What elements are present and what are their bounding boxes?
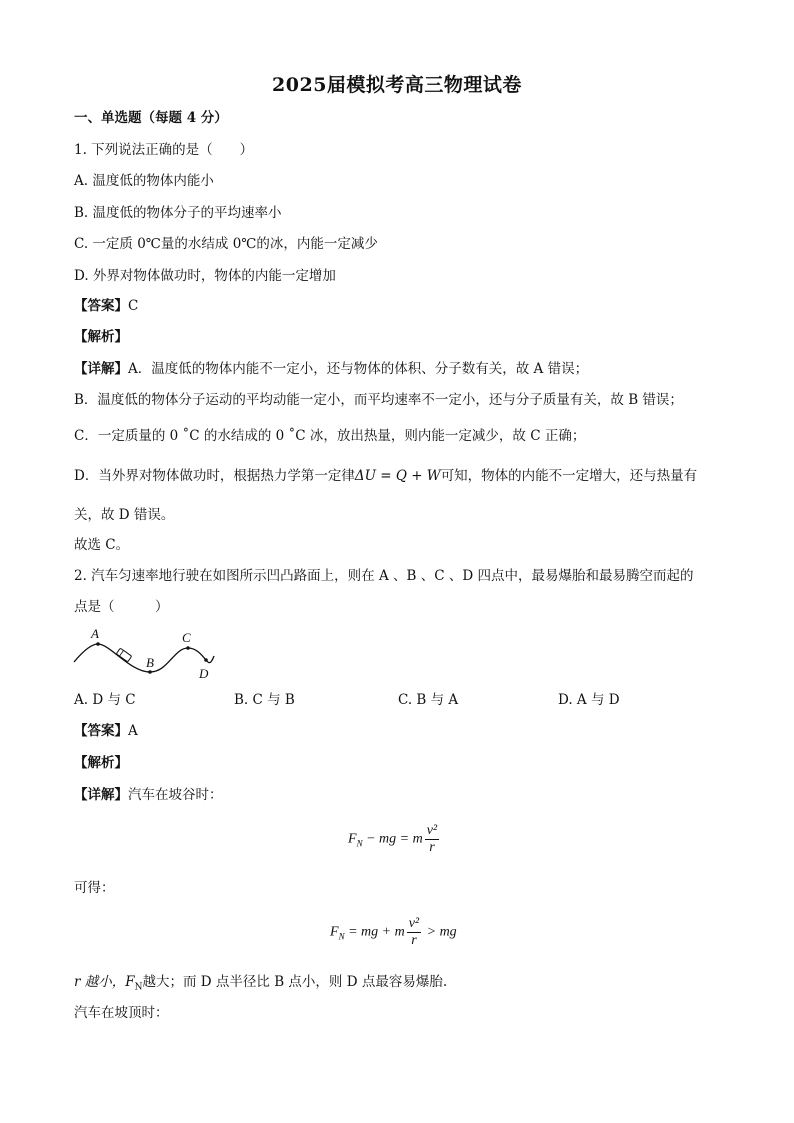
road-curve (74, 644, 214, 672)
q2-stem-line2: 点是（ ） (74, 599, 169, 615)
detail-tag: 【详解】 (74, 361, 128, 377)
eq2-sub: N (338, 931, 345, 942)
label-a: A (91, 626, 99, 641)
eq1-sub: N (356, 838, 363, 849)
eq1-num: v² (426, 823, 438, 838)
eq1-mid: − mg = m (362, 831, 423, 847)
q1-option-d: D. 外界对物体做功时，物体的内能一定增加 (74, 268, 336, 284)
q2-radius-line (74, 972, 447, 998)
answer-tag: 【答案】 (74, 298, 128, 314)
q1-option-b: B. 温度低的物体分子的平均速率小 (74, 205, 282, 221)
eq1-den: r (429, 840, 435, 855)
eq2-den: r (411, 933, 417, 948)
equation-normal-force (330, 916, 457, 949)
road-figure (70, 624, 220, 682)
q1-conclusion: 故选 C。 (74, 537, 130, 553)
q2-analysis-tag: 【解析】 (74, 755, 128, 771)
q1-detail-d (74, 466, 697, 486)
answer-value: C (128, 298, 139, 314)
radius-rest: 越大；而 D 点半径比 B 点小，则 D 点最容易爆胎. (142, 974, 448, 990)
eq2-tail: > mg (423, 924, 457, 940)
q1-detail-a (74, 359, 588, 379)
q2-option-a: A. D 与 C (74, 692, 136, 708)
first-law-formula: ΔU = Q + W (354, 468, 441, 484)
q1-detail-b: B．温度低的物体分子运动的平均动能一定小，而平均速率不一定小，还与分子质量有关，故 B 错误； (74, 392, 683, 408)
q1-detail-d-cont: 关，故 D 错误。 (74, 507, 175, 523)
q2-option-c: C. B 与 A (398, 692, 459, 708)
q2-option-b: B. C 与 B (234, 692, 295, 708)
label-c: C (182, 630, 191, 645)
eq2-fraction (407, 916, 421, 949)
q1-detail-c: C．一定质量的 0 ˚C 的水结成的 0 ˚C 冰，放出热量，则内能一定减少，故 C 正确； (74, 428, 586, 444)
eq2-f: F (330, 924, 339, 940)
detail-intro-text: 汽车在坡谷时： (128, 787, 223, 803)
q1-stem: 1. 下列说法正确的是（ ） (74, 142, 254, 158)
section-heading: 一、单选题（每题 4 分） (74, 110, 228, 126)
q1-answer (74, 296, 138, 316)
q2-answer (74, 721, 138, 741)
point-b-dot (148, 670, 152, 674)
detail-d-pre: D．当外界对物体做功时，根据热力学第一定律 (74, 468, 355, 484)
q2-detail-intro (74, 785, 223, 805)
point-c-dot (186, 646, 190, 650)
eq1-fraction (425, 823, 439, 856)
point-a-dot (96, 642, 100, 646)
q1-option-c: C. 一定质 0℃量的水结成 0℃的冰，内能一定减少 (74, 236, 378, 252)
q2-stem-line1: 2. 汽车匀速率地行驶在如图所示凹凸路面上，则在 A 、B 、C 、D 四点中，最易爆胎和最易腾空而起的 (74, 568, 694, 584)
eq2-num: v² (408, 916, 420, 931)
car-icon (116, 648, 131, 662)
radius-pre: r 越小，F (74, 974, 135, 990)
detail-d-post: 可知，物体的内能不一定增大，还与热量有 (440, 468, 698, 484)
eq2-mid: = mg + m (344, 924, 405, 940)
q2-kede: 可得： (74, 880, 115, 896)
label-d: D (199, 666, 209, 681)
q1-option-a: A. 温度低的物体内能小 (74, 173, 214, 189)
detail-a-text: A．温度低的物体内能不一定小，还与物体的体积、分子数有关，故 A 错误； (128, 361, 589, 377)
radius-sub: N (134, 982, 143, 993)
q2-option-d: D. A 与 D (558, 692, 620, 708)
answer-tag: 【答案】 (74, 723, 128, 739)
q2-top-intro: 汽车在坡顶时： (74, 1005, 169, 1021)
label-b: B (146, 655, 154, 670)
page-title: 2025届模拟考高三物理试卷 (272, 74, 522, 96)
detail-tag: 【详解】 (74, 787, 128, 803)
point-d-dot (204, 658, 208, 662)
q1-analysis-tag: 【解析】 (74, 329, 128, 345)
answer-value: A (128, 723, 138, 739)
equation-valley (348, 823, 441, 856)
eq1-f: F (348, 831, 357, 847)
